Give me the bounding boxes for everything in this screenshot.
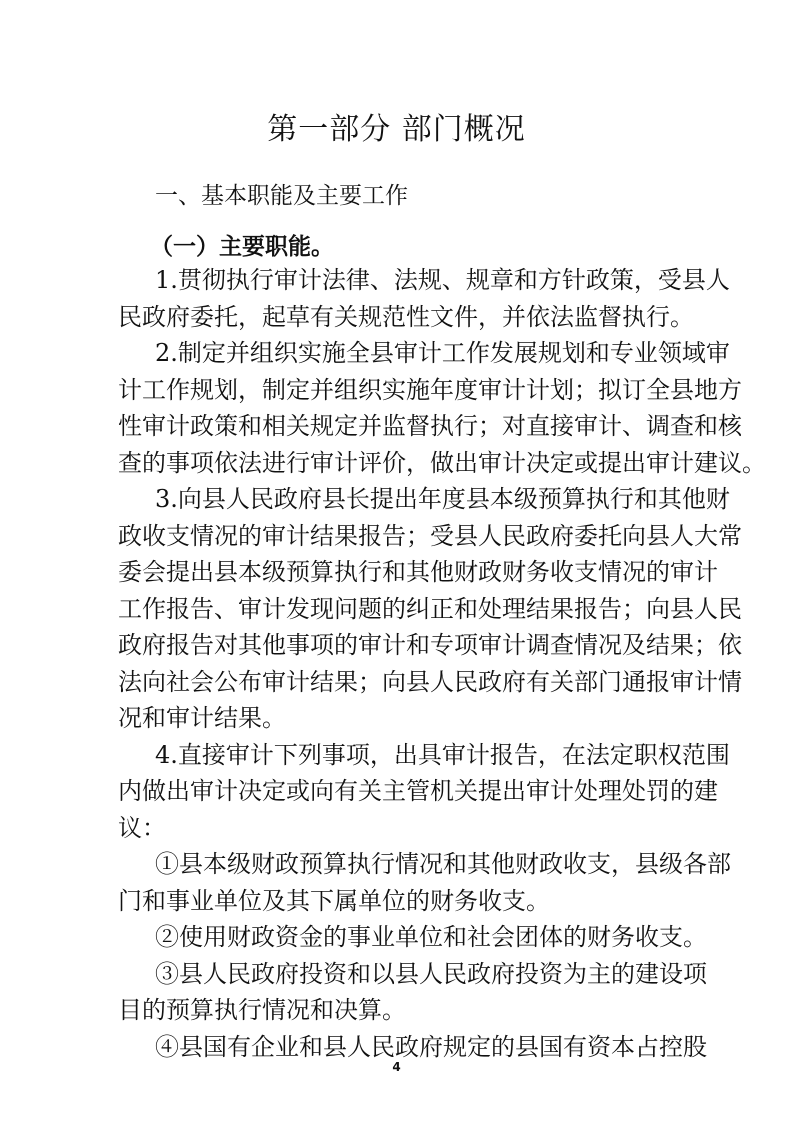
text-line: ①县本级财政预算执行情况和其他财政收支，县级各部 bbox=[155, 850, 731, 878]
text-line: 民政府委托，起草有关规范性文件，并依法监督执行。 bbox=[118, 302, 694, 331]
text-line: 1.贯彻执行审计法律、法规、规章和方针政策，受县人 bbox=[155, 266, 730, 294]
text-line: 性审计政策和相关规定并监督执行；对直接审计、调查和核 bbox=[118, 412, 742, 440]
text-line: 议： bbox=[118, 813, 166, 842]
text-line: 政府报告对其他事项的审计和专项审计调查情况及结果；依 bbox=[118, 631, 742, 659]
page-number: 4 bbox=[392, 1060, 401, 1074]
text-line: ②使用财政资金的事业单位和社会团体的财务收支。 bbox=[155, 923, 707, 951]
text-line: 法向社会公布审计结果；向县人民政府有关部门通报审计情 bbox=[118, 667, 742, 696]
text-line: 目的预算执行情况和决算。 bbox=[118, 996, 406, 1024]
text-line: 况和审计结果。 bbox=[118, 704, 286, 732]
text-line: 门和事业单位及其下属单位的财务收支。 bbox=[118, 886, 550, 915]
text-line: 内做出审计决定或向有关主管机关提出审计处理处罚的建 bbox=[118, 777, 718, 805]
section-heading: 一、基本职能及主要工作 bbox=[155, 183, 408, 209]
subsection-heading: （一）主要职能。 bbox=[150, 233, 334, 260]
text-line: 工作报告、审计发现问题的纠正和处理结果报告；向县人民 bbox=[118, 594, 742, 623]
text-line: 查的事项依法进行审计评价，做出审计决定或提出审计建议。 bbox=[118, 448, 766, 477]
text-line: 2.制定并组织实施全县审计工作发展规划和专业领域审 bbox=[155, 339, 730, 367]
text-line: 政收支情况的审计结果报告；受县人民政府委托向县人大常 bbox=[118, 521, 742, 550]
text-line: 计工作规划，制定并组织实施年度审计计划；拟订全县地方 bbox=[118, 375, 742, 404]
text-line: ④县国有企业和县人民政府规定的县国有资本占控股 bbox=[155, 1032, 707, 1061]
text-line: 委会提出县本级预算执行和其他财政财务收支情况的审计 bbox=[118, 558, 718, 586]
text-line: 4.直接审计下列事项，出具审计报告，在法定职权范围 bbox=[155, 740, 730, 769]
page-title: 第一部分 部门概况 bbox=[267, 112, 526, 147]
body-text bbox=[118, 262, 766, 1065]
text-line: 3.向县人民政府县长提出年度县本级预算执行和其他财 bbox=[155, 485, 730, 513]
text-line: ③县人民政府投资和以县人民政府投资为主的建设项 bbox=[155, 959, 707, 988]
